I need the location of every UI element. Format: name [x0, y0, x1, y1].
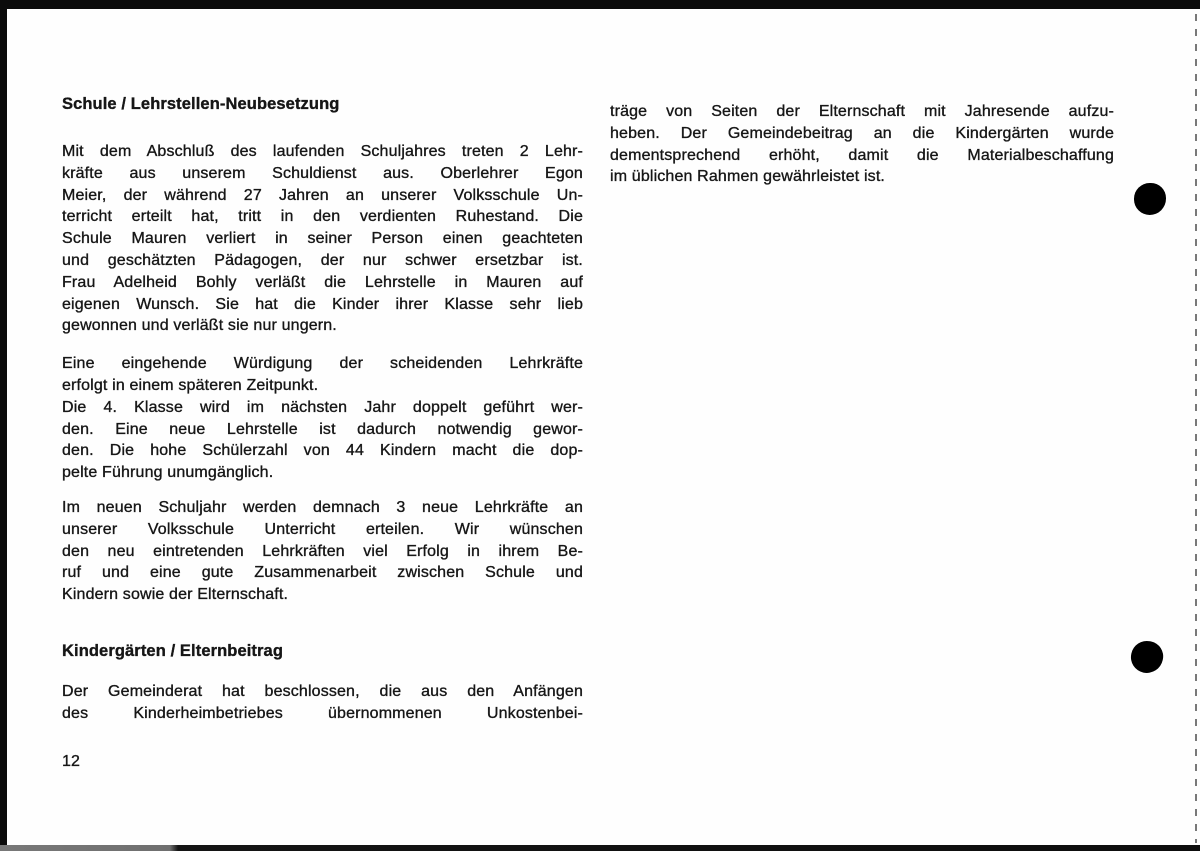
section-heading-schule: Schule / Lehrstellen-Neubesetzung: [62, 95, 340, 113]
text-line: den. Eine neue Lehrstelle ist dadurch notwendig gewor-: [62, 420, 583, 438]
text-line: Mit dem Abschluß des laufenden Schuljahres treten 2 Lehr-: [62, 143, 583, 160]
paragraph-kindergaerten-1: [62, 681, 583, 725]
section-heading-kindergaerten: Kindergärten / Elternbeitrag: [62, 641, 284, 660]
text-line: und geschätzten Pädagogen, der nur schwer ersetzbar ist.: [62, 251, 583, 269]
page-number: 12: [62, 752, 81, 770]
text-line: kräfte aus unserem Schuldienst aus. Oberlehrer Egon: [62, 164, 583, 182]
text-line: im üblichen Rahmen gewährleistet ist.: [610, 168, 886, 186]
text-line: gewonnen und verläßt sie nur ungern.: [62, 317, 337, 335]
paragraph-schule-1: [62, 141, 583, 337]
text-line: des Kinderheimbetriebes übernommenen Unkostenbei-: [62, 704, 583, 722]
text-line: Der Gemeinderat hat beschlossen, die aus den Anfängen: [62, 682, 583, 700]
scan-edge-left-bar: [0, 0, 7, 851]
page-right-perforation-line: [1195, 14, 1197, 843]
text-line: pelte Führung unumgänglich.: [62, 464, 274, 482]
text-line: erfolgt in einem späteren Zeitpunkt.: [62, 376, 319, 394]
left-text-column: [62, 93, 583, 772]
text-line: heben. Der Gemeindebeitrag an die Kindergärten wurde: [610, 124, 1114, 142]
text-line: Im neuen Schuljahr werden demnach 3 neue Lehrkräfte an: [62, 498, 583, 516]
text-line: terricht erteilt hat, tritt in den verdienten Ruhestand. Die: [62, 208, 583, 226]
text-line: Eine eingehende Würdigung der scheidenden Lehrkräfte: [62, 355, 583, 373]
text-line: den neu eintretenden Lehrkräften viel Erfolg in ihrem Be-: [62, 542, 583, 560]
text-line: träge von Seiten der Elternschaft mit Jahresende aufzu-: [610, 103, 1114, 120]
text-line: dementsprechend erhöht, damit die Materialbeschaffung: [610, 146, 1114, 164]
text-line: eigenen Wunsch. Sie hat die Kinder ihrer Klasse sehr lieb: [62, 295, 583, 313]
text-line: Schule Mauren verliert in seiner Person einen geachteten: [62, 230, 583, 248]
text-line: ruf und eine gute Zusammenarbeit zwischen Schule und: [62, 564, 583, 582]
right-text-column: [610, 101, 1114, 188]
text-line: Frau Adelheid Bohly verläßt die Lehrstelle in Mauren auf: [62, 273, 583, 291]
text-line: Kindern sowie der Elternschaft.: [62, 586, 289, 604]
scan-edge-top-bar: [0, 0, 1200, 9]
ink-dot-marker-1: [1134, 183, 1166, 215]
text-line: Meier, der während 27 Jahren an unserer Volksschule Un-: [62, 186, 583, 204]
text-line: den. Die hohe Schülerzahl von 44 Kindern macht die dop-: [62, 442, 583, 460]
text-line: unserer Volksschule Unterricht erteilen. Wir wünschen: [62, 520, 583, 538]
text-line: Die 4. Klasse wird im nächsten Jahr doppelt geführt wer-: [62, 398, 583, 416]
paragraph-schule-3: [62, 497, 583, 606]
paragraph-kindergaerten-continued: [610, 101, 1114, 188]
paragraph-schule-2: [62, 353, 583, 484]
ink-dot-marker-2: [1128, 638, 1166, 676]
scan-edge-bottom-bar: [0, 845, 1200, 851]
